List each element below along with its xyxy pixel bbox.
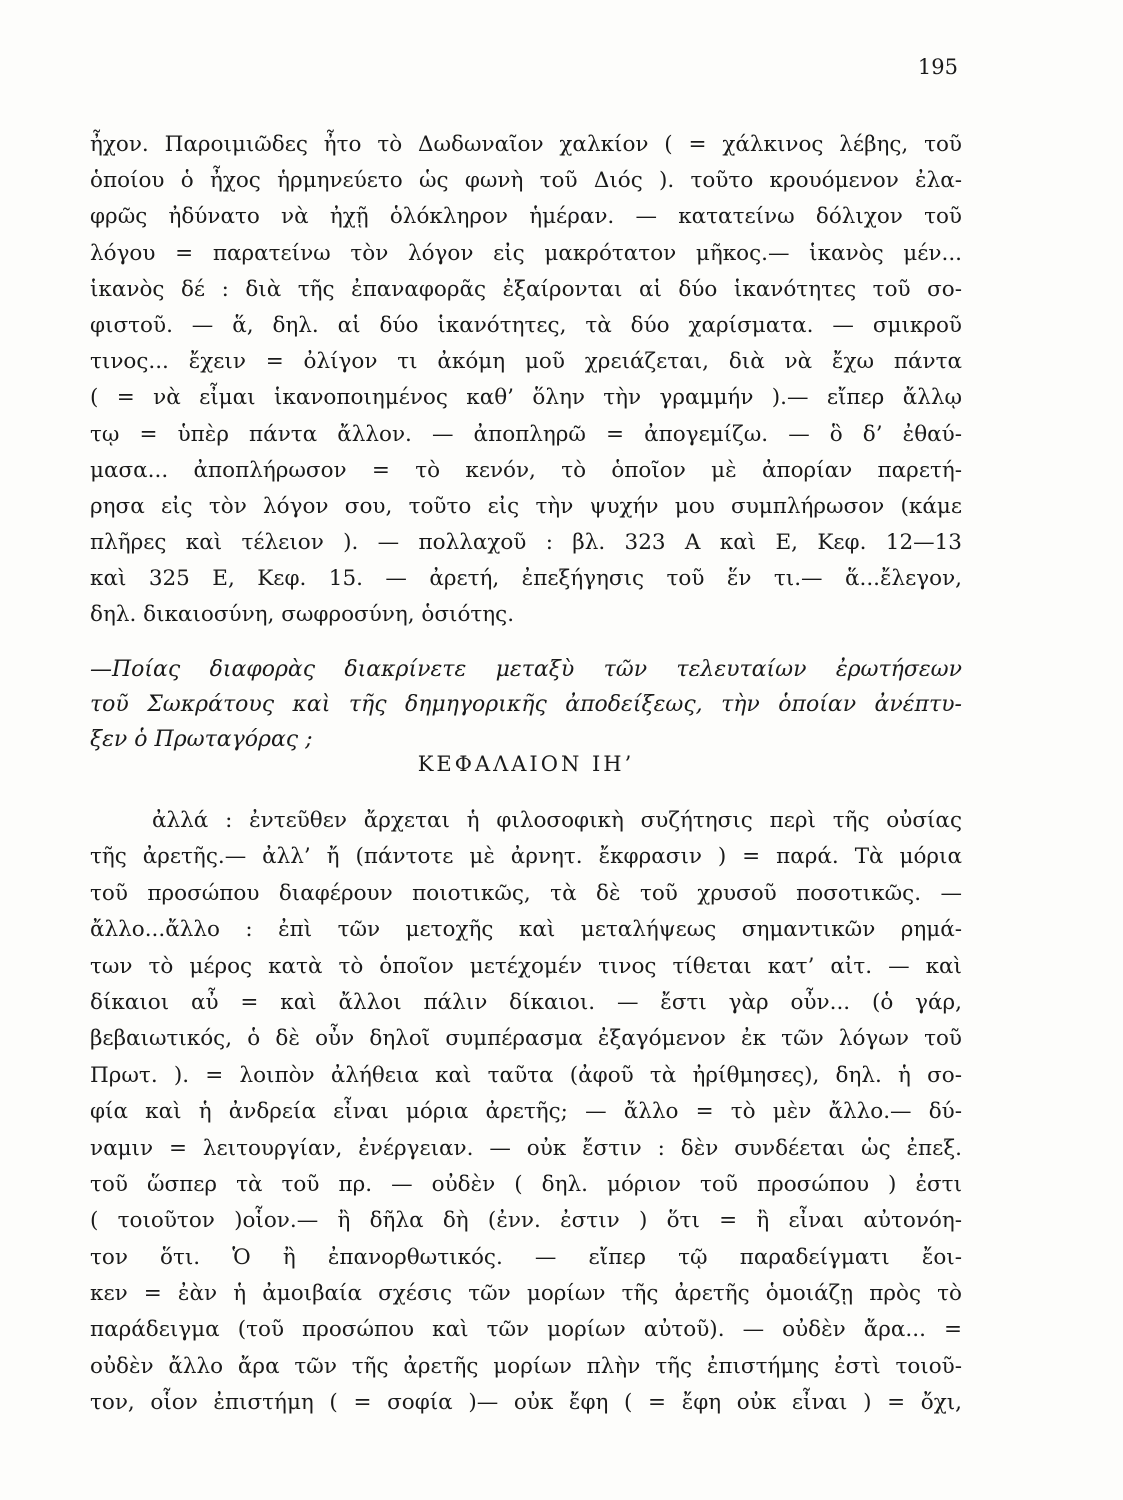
text-line: οὐδὲν ἄλλο ἄρα τῶν τῆς ἀρετῆς μορίων πλὴν τῆς ἐπιστήμης ἐστὶ τοιοῦ-: [90, 1353, 962, 1379]
text-line: τοῦ ὥσπερ τὰ τοῦ πρ. — οὐδὲν ( δηλ. μόριον τοῦ προσώπου ) ἐστι: [90, 1171, 962, 1197]
text-line: ἦχον. Παροιμιῶδες ἦτο τὸ Δωδωναῖον χαλκίον ( = χάλκινος λέβης, τοῦ: [90, 132, 962, 157]
page-number: 195: [917, 55, 958, 79]
text-line: πλῆρες καὶ τέλειον ). — πολλαχοῦ : βλ. 323 Α καὶ Ε, Κεφ. 12—13: [90, 530, 962, 556]
text-line: ἱκανὸς δέ : διὰ τῆς ἐπαναφορᾶς ἐξαίρονται αἱ δύο ἱκανότητες τοῦ σο-: [90, 276, 962, 302]
text-line: φιστοῦ. — ἅ, δηλ. αἱ δύο ἱκανότητες, τὰ δύο χαρίσματα. — σμικροῦ: [90, 312, 962, 338]
text-line: μασα... ἀποπλήρωσον = τὸ κενόν, τὸ ὁποῖον μὲ ἀπορίαν παρετή-: [90, 457, 962, 483]
text-line: καὶ 325 Ε, Κεφ. 15. — ἀρετή, ἐπεξήγησις τοῦ ἕν τι.— ἅ...ἔλεγον,: [90, 566, 962, 592]
question-line: —Ποίας διαφορὰς διακρίνετε μεταξὺ τῶν τελευταίων ἐρωτήσεων: [90, 657, 962, 682]
question-line: τοῦ Σωκράτους καὶ τῆς δημηγορικῆς ἀποδείξεως, τὴν ὁποίαν ἀνέπτυ-: [90, 692, 962, 717]
study-question: [90, 652, 962, 757]
text-line: τινος... ἔχειν = ὀλίγον τι ἀκόμη μοῦ χρειάζεται, διὰ νὰ ἔχω πάντα: [90, 349, 962, 375]
text-line: ἄλλο...ἄλλο : ἐπὶ τῶν μετοχῆς καὶ μεταλήψεως σημαντικῶν ρημά-: [90, 917, 962, 943]
text-line: λόγου = παρατείνω τὸν λόγον εἰς μακρότατον μῆκος.— ἱκανὸς μέν...: [90, 240, 962, 266]
text-line: ( τοιοῦτον )οἷον.— ἢ δῆλα δὴ (ἐνν. ἐστιν ) ὅτι = ἢ εἶναι αὐτονόη-: [90, 1208, 962, 1234]
text-line: φρῶς ἠδύνατο νὰ ἠχῇ ὁλόκληρον ἡμέραν. — κατατείνω δόλιχον τοῦ: [90, 204, 962, 230]
text-line: ἀλλά : ἐντεῦθεν ἄρχεται ἡ φιλοσοφικὴ συζήτησις περὶ τῆς οὐσίας: [152, 808, 962, 833]
text-line: βεβαιωτικός, ὁ δὲ οὖν δηλοῖ συμπέρασμα ἐξαγόμενον ἐκ τῶν λόγων τοῦ: [90, 1026, 962, 1052]
text-line: δίκαιοι αὖ = καὶ ἄλλοι πάλιν δίκαιοι. — ἔστι γὰρ οὖν... (ὁ γάρ,: [90, 989, 962, 1015]
text-line: ναμιν = λειτουργίαν, ἐνέργειαν. — οὐκ ἔστιν : δὲν συνδέεται ὡς ἐπεξ.: [90, 1135, 962, 1161]
text-line: παράδειγμα (τοῦ προσώπου καὶ τῶν μορίων αὐτοῦ). — οὐδὲν ἄρα... =: [90, 1317, 962, 1343]
text-line: κεν = ἐὰν ἡ ἀμοιβαία σχέσις τῶν μορίων τῆς ἀρετῆς ὁμοιάζῃ πρὸς τὸ: [90, 1281, 962, 1307]
text-line: των τὸ μέρος κατὰ τὸ ὁποῖον μετέχομέν τινος τίθεται κατ’ αἰτ. — καὶ: [90, 953, 962, 979]
text-line: δηλ. δικαιοσύνη, σωφροσύνη, ὁσιότης.: [90, 602, 515, 628]
text-line: τῆς ἀρετῆς.— ἀλλ’ ἤ (πάντοτε μὲ ἀρνητ. ἔκφρασιν ) = παρά. Τὰ μόρια: [90, 844, 962, 870]
text-line: ρησα εἰς τὸν λόγον σου, τοῦτο εἰς τὴν ψυχήν μου συμπλήρωσον (κάμε: [90, 493, 962, 519]
text-line: φία καὶ ἡ ἀνδρεία εἶναι μόρια ἀρετῆς; — ἄλλο = τὸ μὲν ἄλλο.— δύ-: [90, 1099, 962, 1125]
question-line: ξεν ὁ Πρωταγόρας ;: [90, 727, 313, 752]
text-line: τοῦ προσώπου διαφέρουν ποιοτικῶς, τὰ δὲ τοῦ χρυσοῦ ποσοτικῶς. —: [90, 880, 962, 906]
commentary-block-2: [90, 803, 962, 1422]
text-line: τῳ = ὑπὲρ πάντα ἄλλον. — ἀποπληρῶ = ἀπογεμίζω. — ὃ δ’ ἐθαύ-: [90, 421, 962, 447]
text-line: ὁποίου ὁ ἦχος ἡρμηνεύετο ὡς φωνὴ τοῦ Διός ). τοῦτο κρουόμενον ἐλα-: [90, 168, 962, 194]
text-line: τον ὅτι. Ὁ ἢ ἐπανορθωτικός. — εἴπερ τῷ παραδείγματι ἔοι-: [90, 1244, 962, 1270]
text-line: ( = νὰ εἶμαι ἱκανοποιημένος καθ’ ὅλην τὴν γραμμήν ).— εἴπερ ἄλλῳ: [90, 385, 962, 411]
chapter-heading: ΚΕΦΑΛΑΙΟΝ ΙΗ’: [417, 752, 635, 776]
commentary-block-1: [90, 127, 962, 634]
text-line: Πρωτ. ). = λοιπὸν ἀλήθεια καὶ ταῦτα (ἀφοῦ τὰ ἠρίθμησες), δηλ. ἡ σο-: [90, 1062, 962, 1088]
text-line: τον, οἷον ἐπιστήμη ( = σοφία )— οὐκ ἔφη ( = ἔφη οὐκ εἶναι ) = ὄχι,: [90, 1390, 962, 1416]
